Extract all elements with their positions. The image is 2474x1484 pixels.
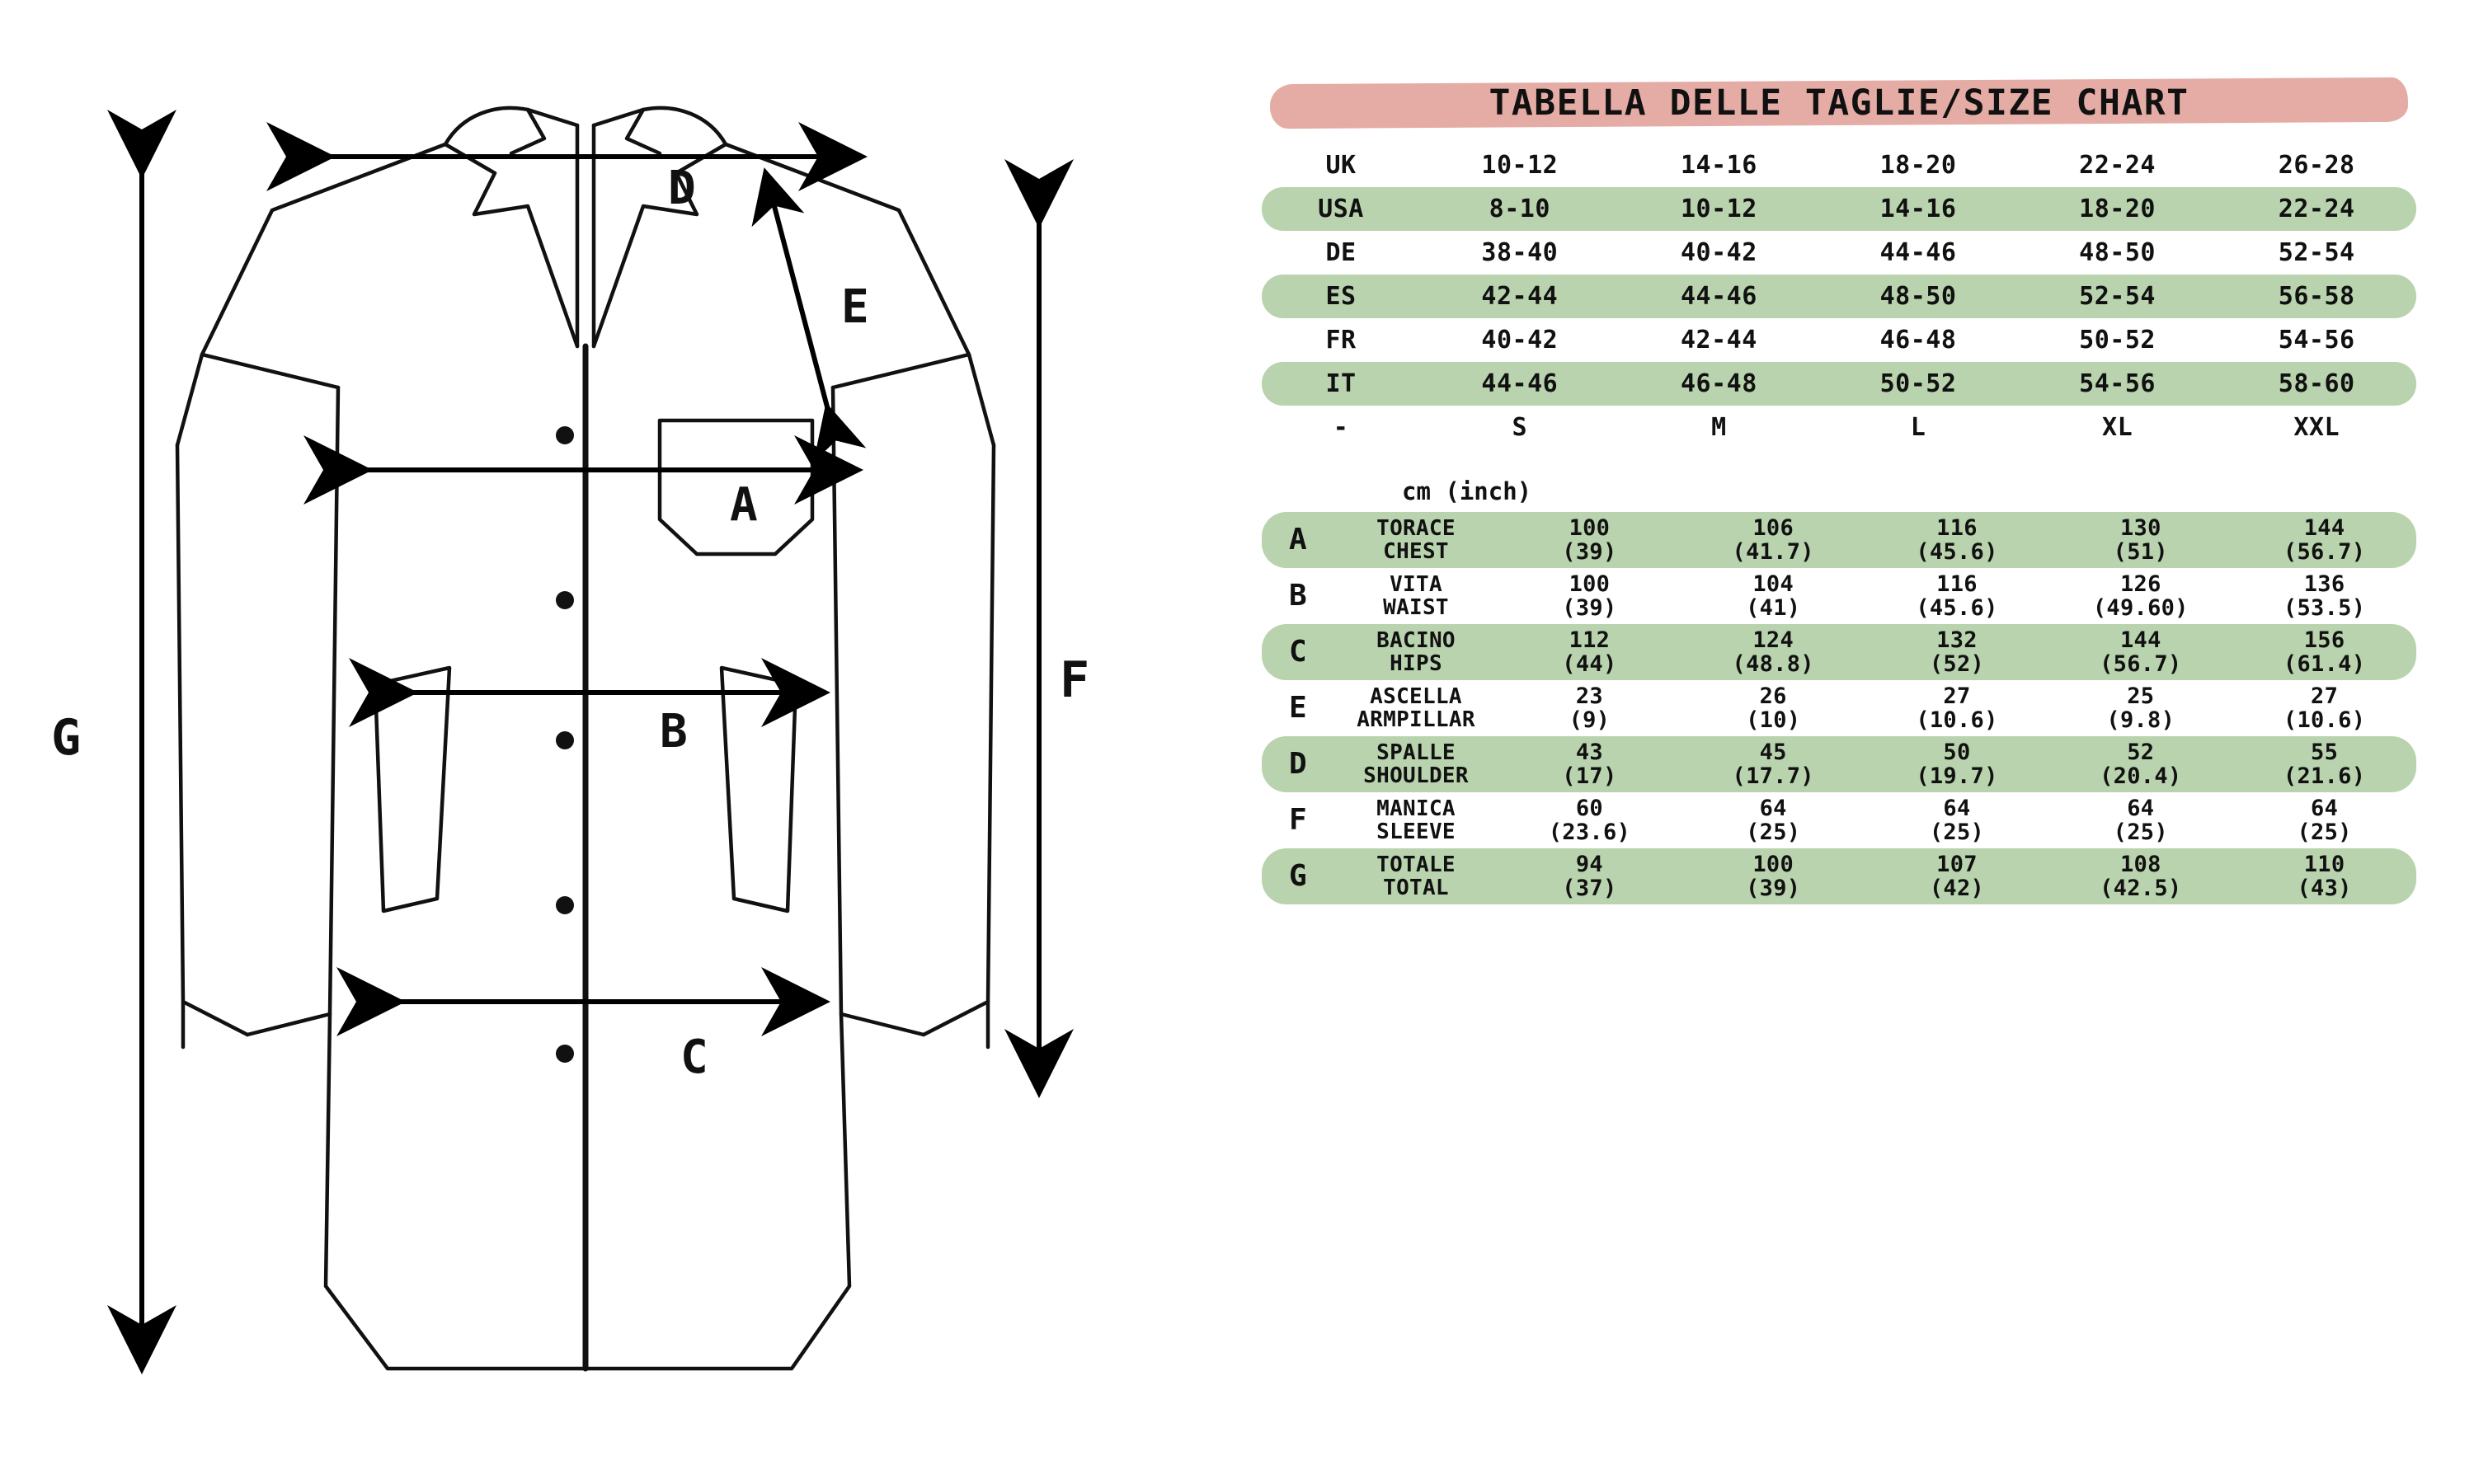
measurement-cell: 52 (20.4) xyxy=(2048,736,2232,792)
measurement-cell: 100 (39) xyxy=(1562,571,1617,621)
measurement-name-it: TORACE xyxy=(1376,515,1456,541)
coat-outline xyxy=(177,108,994,1369)
size-row-label: FR xyxy=(1325,326,1357,355)
measurement-name xyxy=(1334,736,1498,792)
measurement-name-en: SHOULDER xyxy=(1363,763,1469,788)
size-cell: 18-20 xyxy=(1879,151,1957,180)
measurement-name-en: HIPS xyxy=(1390,651,1442,676)
dim-label-A: A xyxy=(730,478,758,532)
measurement-name-it: VITA xyxy=(1390,571,1442,597)
measurement-name-it: MANICA xyxy=(1376,796,1456,821)
table-row xyxy=(1262,275,2416,318)
size-cell: 54-56 xyxy=(2018,362,2218,406)
measurement-cell: 23 (9) xyxy=(1569,683,1611,733)
size-cell: 54-56 xyxy=(2278,326,2355,355)
measurement-cell: 55 (21.6) xyxy=(2232,736,2416,792)
size-cell: M xyxy=(1711,413,1727,442)
dim-label-C: C xyxy=(680,1031,708,1084)
measurement-cell: 144 (56.7) xyxy=(2232,512,2416,568)
unit-note: cm (inch) xyxy=(1402,477,1532,505)
measurement-cell: 27 (10.6) xyxy=(1916,683,1998,733)
size-cell: L xyxy=(1910,413,1926,442)
table-row xyxy=(1262,318,2416,362)
measurement-cell: 45 (17.7) xyxy=(1681,736,1865,792)
dimension-arrows xyxy=(142,144,1039,1340)
measurement-cell: 136 (53.5) xyxy=(2283,571,2366,621)
measurement-name xyxy=(1334,568,1498,624)
size-cell: 14-16 xyxy=(1680,151,1757,180)
size-cell: 8-10 xyxy=(1420,187,1620,231)
size-cell: XXL xyxy=(2293,413,2340,442)
measurement-cell: 130 (51) xyxy=(2048,512,2232,568)
dim-label-D: D xyxy=(668,162,696,215)
measurement-key: B xyxy=(1289,578,1307,613)
measurement-name xyxy=(1334,624,1498,680)
size-cell: 58-60 xyxy=(2217,362,2416,406)
measurement-cell: 100 (39) xyxy=(1498,512,1681,568)
size-cell: 48-50 xyxy=(2079,238,2156,267)
table-row xyxy=(1262,680,2416,736)
measurement-cell: 64 (25) xyxy=(1929,795,1985,845)
table-row xyxy=(1262,624,2416,680)
measurement-cell: 25 (9.8) xyxy=(2106,683,2175,733)
measurement-name xyxy=(1334,792,1498,848)
size-cell: 46-48 xyxy=(1879,326,1957,355)
measurement-cell: 110 (43) xyxy=(2232,848,2416,904)
size-cell: 26-28 xyxy=(2278,151,2355,180)
size-cell: XL xyxy=(2102,413,2133,442)
size-row-label: ES xyxy=(1262,275,1420,318)
measurement-name-it: BACINO xyxy=(1376,627,1456,653)
size-chart-panel xyxy=(1212,0,2474,1484)
measurement-name-en: TOTAL xyxy=(1383,876,1449,900)
measurement-key: G xyxy=(1262,848,1334,904)
measurement-key: D xyxy=(1262,736,1334,792)
measurement-cell: 108 (42.5) xyxy=(2048,848,2232,904)
table-row xyxy=(1262,568,2416,624)
size-cell: 50-52 xyxy=(1818,362,2018,406)
coat-illustration xyxy=(0,0,1212,1484)
measurement-cell: 100 (39) xyxy=(1681,848,1865,904)
size-cell: 42-44 xyxy=(1680,326,1757,355)
table-row xyxy=(1262,512,2416,568)
table-row xyxy=(1262,231,2416,275)
table-row xyxy=(1262,848,2416,904)
measurement-cell: 50 (19.7) xyxy=(1865,736,2049,792)
size-conversion-table xyxy=(1262,143,2416,449)
size-cell: 42-44 xyxy=(1420,275,1620,318)
size-cell: 48-50 xyxy=(1818,275,2018,318)
size-row-label: DE xyxy=(1325,238,1357,267)
measurement-key: E xyxy=(1289,690,1307,725)
coat-buttons xyxy=(556,426,574,1063)
dim-label-G: G xyxy=(51,709,82,767)
table-row xyxy=(1262,736,2416,792)
measurement-cell: 144 (56.7) xyxy=(2048,624,2232,680)
measurement-name-en: ARMPILLAR xyxy=(1357,707,1475,732)
measurement-cell: 132 (52) xyxy=(1865,624,2049,680)
measurement-name-it: SPALLE xyxy=(1376,740,1456,765)
table-row xyxy=(1262,792,2416,848)
measurement-key: F xyxy=(1289,802,1307,837)
measurement-name xyxy=(1334,512,1498,568)
measurement-name-it: ASCELLA xyxy=(1370,683,1462,709)
size-cell: 40-42 xyxy=(1481,326,1559,355)
size-cell: 10-12 xyxy=(1620,187,1819,231)
measurement-name xyxy=(1334,848,1498,904)
measurement-cell: 26 (10) xyxy=(1746,683,1801,733)
measurement-name-en: SLEEVE xyxy=(1376,819,1456,844)
table-row xyxy=(1262,143,2416,187)
size-row-label: UK xyxy=(1325,151,1357,180)
measurement-cell: 106 (41.7) xyxy=(1681,512,1865,568)
dim-label-F: F xyxy=(1060,651,1090,709)
page-title: TABELLA DELLE TAGLIE/SIZE CHART xyxy=(1489,82,2189,124)
measurement-cell: 60 (23.6) xyxy=(1548,795,1631,845)
measurement-cell: 64 (25) xyxy=(1746,795,1801,845)
size-cell: S xyxy=(1512,413,1528,442)
size-cell: 52-54 xyxy=(2018,275,2218,318)
measurement-cell: 64 (25) xyxy=(2297,795,2352,845)
size-cell: 52-54 xyxy=(2278,238,2355,267)
measurement-cell: 156 (61.4) xyxy=(2232,624,2416,680)
table-row xyxy=(1262,362,2416,406)
garment-diagram xyxy=(0,0,1212,1484)
size-cell: 40-42 xyxy=(1680,238,1757,267)
size-cell: 46-48 xyxy=(1620,362,1819,406)
measurement-cell: 27 (10.6) xyxy=(2283,683,2366,733)
size-cell: 56-58 xyxy=(2217,275,2416,318)
measurement-name xyxy=(1334,680,1498,736)
size-cell: 10-12 xyxy=(1481,151,1559,180)
dim-label-B: B xyxy=(660,705,688,758)
measurement-key: C xyxy=(1262,624,1334,680)
size-row-label: - xyxy=(1333,413,1349,442)
table-row xyxy=(1262,406,2416,449)
measurement-key: A xyxy=(1262,512,1334,568)
size-cell: 22-24 xyxy=(2079,151,2156,180)
size-cell: 50-52 xyxy=(2079,326,2156,355)
measurement-name-en: WAIST xyxy=(1383,595,1449,620)
measurement-cell: 104 (41) xyxy=(1746,571,1801,621)
size-row-label: IT xyxy=(1262,362,1420,406)
size-cell: 38-40 xyxy=(1481,238,1559,267)
dim-label-E: E xyxy=(841,280,869,334)
measurement-cell: 124 (48.8) xyxy=(1681,624,1865,680)
size-row-label: USA xyxy=(1262,187,1420,231)
measurement-table xyxy=(1262,512,2416,904)
measurement-cell: 64 (25) xyxy=(2113,795,2168,845)
measurement-cell: 94 (37) xyxy=(1498,848,1681,904)
measurement-cell: 107 (42) xyxy=(1865,848,2049,904)
table-row xyxy=(1262,187,2416,231)
chart-title-wrap xyxy=(1262,68,2441,139)
measurement-name-it: TOTALE xyxy=(1376,852,1456,877)
size-cell: 44-46 xyxy=(1879,238,1957,267)
measurement-cell: 43 (17) xyxy=(1498,736,1681,792)
measurement-cell: 126 (49.60) xyxy=(2092,571,2189,621)
size-cell: 14-16 xyxy=(1818,187,2018,231)
measurement-cell: 116 (45.6) xyxy=(1865,512,2049,568)
size-cell: 22-24 xyxy=(2217,187,2416,231)
measurement-cell: 112 (44) xyxy=(1498,624,1681,680)
size-cell: 44-46 xyxy=(1420,362,1620,406)
size-cell: 44-46 xyxy=(1620,275,1819,318)
measurement-name-en: CHEST xyxy=(1383,539,1449,564)
measurement-cell: 116 (45.6) xyxy=(1916,571,1998,621)
size-cell: 18-20 xyxy=(2018,187,2218,231)
